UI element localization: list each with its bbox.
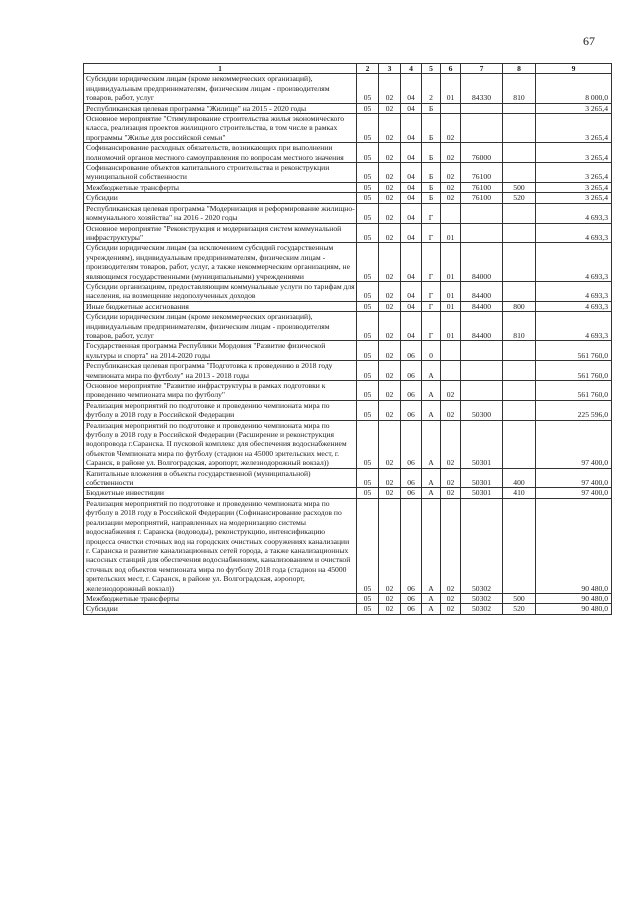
code-cell-c8 [503,163,536,183]
code-cell-c2: 05 [357,604,379,614]
code-cell-c8: 410 [503,488,536,498]
code-cell-c2: 05 [357,114,379,143]
code-cell-c4: 04 [401,103,422,113]
code-cell-c8: 520 [503,193,536,203]
code-cell-c4: 06 [401,420,422,468]
table-row [84,163,612,183]
code-cell-c6: 02 [441,468,461,488]
amount-cell: 97 400,0 [536,488,612,498]
code-cell-c8 [503,203,536,223]
code-cell-c6: 02 [441,488,461,498]
amount-cell: 3 265,4 [536,193,612,203]
code-cell-c2: 05 [357,281,379,301]
table-row [84,604,612,614]
amount-cell: 3 265,4 [536,103,612,113]
code-cell-c3: 02 [379,400,401,420]
code-cell-c6: 02 [441,182,461,192]
amount-cell: 4 693,3 [536,301,612,311]
code-cell-c3: 02 [379,361,401,381]
code-cell-c5: Г [422,223,441,243]
code-cell-c6: 01 [441,74,461,103]
code-cell-c2: 05 [357,498,379,593]
code-cell-c7: 84400 [461,312,503,341]
code-cell-c7 [461,203,503,223]
code-cell-c3: 02 [379,74,401,103]
amount-cell: 3 265,4 [536,143,612,163]
code-cell-c4: 04 [401,163,422,183]
code-cell-c7: 84400 [461,281,503,301]
code-cell-c3: 02 [379,114,401,143]
table-row [84,381,612,401]
amount-cell: 561 760,0 [536,341,612,361]
code-cell-c5: А [422,400,441,420]
code-cell-c6: 02 [441,143,461,163]
page-number: 67 [583,34,595,48]
code-cell-c4: 06 [401,604,422,614]
amount-cell: 4 693,3 [536,203,612,223]
code-cell-c3: 02 [379,593,401,603]
table-row [84,301,612,311]
table-row [84,281,612,301]
code-cell-c2: 05 [357,243,379,282]
row-name: Иные бюджетные ассигнования [84,301,357,311]
table-row [84,103,612,113]
code-cell-c2: 05 [357,143,379,163]
code-cell-c3: 02 [379,203,401,223]
amount-cell: 561 760,0 [536,381,612,401]
code-cell-c5: Г [422,281,441,301]
row-name: Субсидии организациям, предоставляющим коммунальные услуги по тарифам для населения, на возмещение недополученных доходов [84,281,357,301]
code-cell-c3: 02 [379,182,401,192]
row-name: Республиканская целевая программа "Жилище" на 2015 - 2020 годы [84,103,357,113]
code-cell-c3: 02 [379,488,401,498]
table-row [84,488,612,498]
amount-cell: 97 400,0 [536,420,612,468]
code-cell-c7 [461,103,503,113]
code-cell-c4: 04 [401,114,422,143]
code-cell-c8 [503,400,536,420]
code-cell-c3: 02 [379,498,401,593]
code-cell-c7: 50302 [461,593,503,603]
column-header: 4 [401,64,422,74]
code-cell-c4: 04 [401,243,422,282]
code-cell-c4: 04 [401,203,422,223]
code-cell-c2: 05 [357,103,379,113]
code-cell-c6: 01 [441,223,461,243]
code-cell-c4: 04 [401,223,422,243]
code-cell-c4: 04 [401,74,422,103]
table-row [84,223,612,243]
code-cell-c2: 05 [357,193,379,203]
code-cell-c5: А [422,420,441,468]
code-cell-c4: 04 [401,281,422,301]
code-cell-c6: 02 [441,163,461,183]
code-cell-c8: 500 [503,593,536,603]
code-cell-c4: 06 [401,488,422,498]
row-name: Софинансирование расходных обязательств, возникающих при выполнении полномочий органов местного самоуправления по вопросам местного значения [84,143,357,163]
code-cell-c2: 05 [357,420,379,468]
code-cell-c6: 01 [441,312,461,341]
row-name: Республиканская целевая программа "Подготовка к проведению в 2018 году чемпионата мира по футболу" на 2013 - 2018 годы [84,361,357,381]
code-cell-c8 [503,143,536,163]
code-cell-c5: Г [422,301,441,311]
code-cell-c7: 50302 [461,604,503,614]
code-cell-c4: 06 [401,593,422,603]
code-cell-c4: 06 [401,381,422,401]
table-row [84,593,612,603]
row-name: Реализация мероприятий по подготовке и проведению чемпионата мира по футболу в 2018 году в Российской Федерации (Софинансирование расходов по реализации мероприятий, направленных на модернизацию системы водоснабжения г. Саранска (водоводы), реконструкцию, интенсификацию процесса очистки сточных вод на городских очистных сооружениях канализации г. Саранска и развитие канализационных сетей города, а также канализационных насосных станций для обеспечения водоснабжением, канализованием и очисткой сточных вод объектов чемпионата мира по футболу 2018 года (стадион на 45000 зрительских мест, г. Саранск, в районе ул. Волгоградская, аэропорт, железнодорожный вокзал)) [84,498,357,593]
code-cell-c7: 76100 [461,193,503,203]
code-cell-c7: 76100 [461,182,503,192]
code-cell-c5: А [422,468,441,488]
code-cell-c8 [503,281,536,301]
table-row [84,203,612,223]
code-cell-c3: 02 [379,301,401,311]
code-cell-c4: 06 [401,498,422,593]
code-cell-c3: 02 [379,163,401,183]
code-cell-c6: 02 [441,400,461,420]
code-cell-c2: 05 [357,163,379,183]
code-cell-c3: 02 [379,604,401,614]
amount-cell: 4 693,3 [536,223,612,243]
code-cell-c6: 02 [441,593,461,603]
row-name: Капитальные вложения в объекты государственной (муниципальной) собственности [84,468,357,488]
amount-cell: 90 480,0 [536,604,612,614]
code-cell-c5: А [422,604,441,614]
code-cell-c7 [461,361,503,381]
table-row [84,74,612,103]
row-name: Реализация мероприятий по подготовке и проведению чемпионата мира по футболу в 2018 году в Российской Федерации [84,400,357,420]
row-name: Реализация мероприятий по подготовке и проведению чемпионата мира по футболу в 2018 году в Российской Федерации (Расширение и реконструкция водопровода г.Саранска. II пусковой комплекс для обеспечения водоснабжением объектов Чемпионата мира по футболу (стадион на 45000 зрительских мест, г. Саранск, в районе ул. Волгоградская, аэропорт, железнодорожный вокзал)) [84,420,357,468]
code-cell-c4: 04 [401,143,422,163]
code-cell-c4: 06 [401,400,422,420]
code-cell-c7 [461,341,503,361]
code-cell-c6: 02 [441,381,461,401]
code-cell-c4: 04 [401,182,422,192]
code-cell-c5: Б [422,193,441,203]
code-cell-c5: Б [422,103,441,113]
code-cell-c5: Г [422,243,441,282]
column-header: 6 [441,64,461,74]
column-header: 1 [84,64,357,74]
amount-cell: 225 596,0 [536,400,612,420]
code-cell-c6 [441,203,461,223]
code-cell-c5: Б [422,182,441,192]
row-name: Бюджетные инвестиции [84,488,357,498]
amount-cell: 561 760,0 [536,361,612,381]
row-name: Государственная программа Республики Мордовия "Развитие физической культуры и спорта" на 2014-2020 годы [84,341,357,361]
code-cell-c5: 0 [422,341,441,361]
row-name: Субсидии [84,193,357,203]
code-cell-c6: 02 [441,114,461,143]
table-row [84,400,612,420]
code-cell-c5: Б [422,163,441,183]
table-row [84,114,612,143]
code-cell-c7 [461,223,503,243]
row-name: Основное мероприятие "Реконструкция и модернизация систем коммунальной инфраструктуры" [84,223,357,243]
amount-cell: 97 400,0 [536,468,612,488]
amount-cell: 90 480,0 [536,498,612,593]
code-cell-c8: 500 [503,182,536,192]
code-cell-c6: 02 [441,604,461,614]
code-cell-c3: 02 [379,243,401,282]
code-cell-c5: Г [422,203,441,223]
code-cell-c8 [503,420,536,468]
code-cell-c8 [503,498,536,593]
code-cell-c7: 50300 [461,400,503,420]
code-cell-c4: 06 [401,341,422,361]
code-cell-c8: 800 [503,301,536,311]
table-row [84,193,612,203]
column-header: 8 [503,64,536,74]
code-cell-c8 [503,243,536,282]
code-cell-c2: 05 [357,488,379,498]
code-cell-c2: 05 [357,301,379,311]
code-cell-c3: 02 [379,381,401,401]
row-name: Основное мероприятие "Развитие инфраструктуры в рамках подготовки к проведению чемпионата мира по футболу" [84,381,357,401]
row-name: Межбюджетные трансферты [84,593,357,603]
table-row [84,243,612,282]
code-cell-c6 [441,341,461,361]
code-cell-c6 [441,361,461,381]
code-cell-c6: 02 [441,420,461,468]
code-cell-c8 [503,114,536,143]
table-row [84,498,612,593]
code-cell-c4: 04 [401,312,422,341]
code-cell-c8: 810 [503,74,536,103]
code-cell-c7: 84330 [461,74,503,103]
code-cell-c5: А [422,498,441,593]
code-cell-c5: А [422,593,441,603]
table-row [84,143,612,163]
code-cell-c5: А [422,381,441,401]
code-cell-c2: 05 [357,381,379,401]
column-header: 2 [357,64,379,74]
code-cell-c3: 02 [379,341,401,361]
code-cell-c2: 05 [357,223,379,243]
column-header: 7 [461,64,503,74]
code-cell-c5: 2 [422,74,441,103]
code-cell-c2: 05 [357,312,379,341]
code-cell-c5: Г [422,312,441,341]
code-cell-c8 [503,381,536,401]
code-cell-c7: 50302 [461,498,503,593]
code-cell-c2: 05 [357,341,379,361]
code-cell-c7 [461,381,503,401]
code-cell-c2: 05 [357,203,379,223]
code-cell-c8: 810 [503,312,536,341]
code-cell-c3: 02 [379,312,401,341]
code-cell-c3: 02 [379,281,401,301]
code-cell-c7: 50301 [461,468,503,488]
row-name: Субсидии [84,604,357,614]
code-cell-c7: 76100 [461,163,503,183]
code-cell-c5: А [422,361,441,381]
code-cell-c7: 50301 [461,420,503,468]
code-cell-c8 [503,361,536,381]
code-cell-c4: 06 [401,361,422,381]
code-cell-c7: 84000 [461,243,503,282]
amount-cell: 3 265,4 [536,163,612,183]
code-cell-c2: 05 [357,400,379,420]
code-cell-c8 [503,223,536,243]
table-row [84,468,612,488]
code-cell-c3: 02 [379,223,401,243]
amount-cell: 90 480,0 [536,593,612,603]
row-name: Субсидии юридическим лицам (за исключением субсидий государственным учреждениям), индивидуальным предпринимателям, физическим лицам - производителям товаров, работ, услуг, а также некоммерческим организациям, не являющимся государственными (муниципальными) учреждениями [84,243,357,282]
code-cell-c8: 520 [503,604,536,614]
table-row [84,182,612,192]
amount-cell: 3 265,4 [536,114,612,143]
code-cell-c2: 05 [357,182,379,192]
code-cell-c7: 76000 [461,143,503,163]
code-cell-c8 [503,341,536,361]
code-cell-c2: 05 [357,468,379,488]
code-cell-c4: 06 [401,468,422,488]
budget-table [83,63,612,615]
row-name: Субсидии юридическим лицам (кроме некоммерческих организаций), индивидуальным предпринимателям, физическим лицам - производителям товаров, работ, услуг [84,312,357,341]
table-row [84,341,612,361]
code-cell-c3: 02 [379,143,401,163]
code-cell-c3: 02 [379,103,401,113]
code-cell-c8 [503,103,536,113]
amount-cell: 4 693,3 [536,312,612,341]
row-name: Основное мероприятие "Стимулирование строительства жилья экономического класса, реализация проектов жилищного строительства, в том числе в рамках программы "Жилье для российской семьи" [84,114,357,143]
code-cell-c6: 02 [441,498,461,593]
code-cell-c5: Б [422,114,441,143]
code-cell-c4: 04 [401,301,422,311]
code-cell-c2: 05 [357,74,379,103]
code-cell-c3: 02 [379,193,401,203]
code-cell-c4: 04 [401,193,422,203]
code-cell-c6 [441,103,461,113]
code-cell-c7: 84400 [461,301,503,311]
column-header: 3 [379,64,401,74]
code-cell-c6: 01 [441,301,461,311]
column-header: 9 [536,64,612,74]
code-cell-c7 [461,114,503,143]
row-name: Республиканская целевая программа "Модернизация и реформирование жилищно-коммунального хозяйства" на 2016 - 2020 годы [84,203,357,223]
header-row [84,64,612,74]
table-row [84,312,612,341]
code-cell-c2: 05 [357,593,379,603]
code-cell-c6: 02 [441,193,461,203]
code-cell-c6: 01 [441,243,461,282]
code-cell-c5: А [422,488,441,498]
table-row [84,361,612,381]
code-cell-c7: 50301 [461,488,503,498]
row-name: Субсидии юридическим лицам (кроме некоммерческих организаций), индивидуальным предпринимателям, физическим лицам - производителям товаров, работ, услуг [84,74,357,103]
row-name: Софинансирование объектов капитального строительства и реконструкции муниципальной собственности [84,163,357,183]
code-cell-c3: 02 [379,420,401,468]
code-cell-c3: 02 [379,468,401,488]
column-header: 5 [422,64,441,74]
code-cell-c2: 05 [357,361,379,381]
row-name: Межбюджетные трансферты [84,182,357,192]
amount-cell: 4 693,3 [536,243,612,282]
table-row [84,420,612,468]
code-cell-c6: 01 [441,281,461,301]
amount-cell: 3 265,4 [536,182,612,192]
amount-cell: 4 693,3 [536,281,612,301]
code-cell-c8: 400 [503,468,536,488]
amount-cell: 8 000,0 [536,74,612,103]
code-cell-c5: Б [422,143,441,163]
